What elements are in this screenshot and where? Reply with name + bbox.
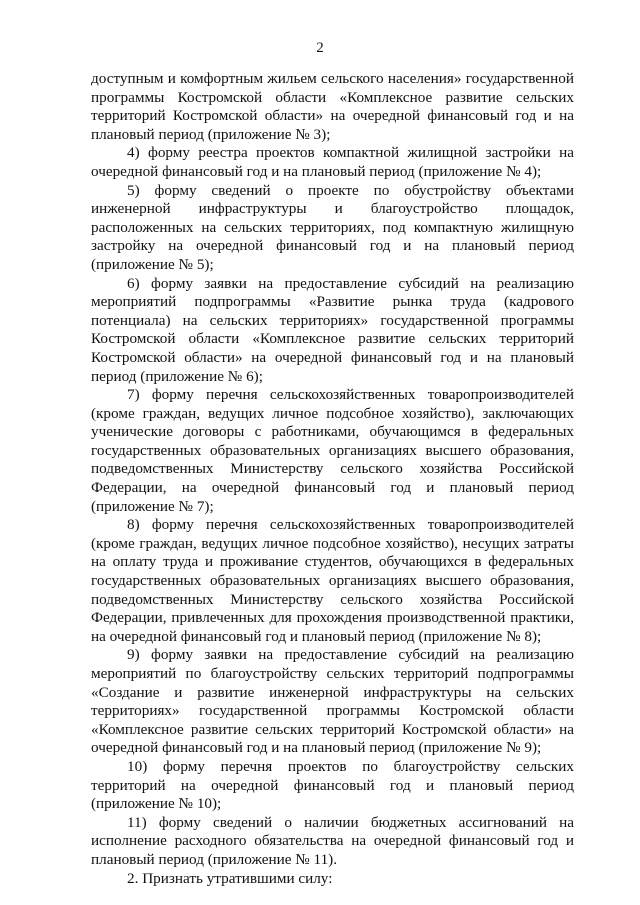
list-item-8: 8) форму перечня сельскохозяйственных товаропроизводителей (кроме граждан, ведущих личное подсобное хозяйство), несущих затраты на оплату труда и проживание студентов, обучающихся в федеральных государственных образовательных организациях высшего образования, подведомственных Министерству сельского хозяйства Российской Федерации, привлеченных для прохождения производственной практики, на очередной финансовый год и плановый период (приложение № 8);	[91, 516, 574, 645]
section-2-heading: 2. Признать утратившими силу:	[127, 869, 333, 887]
list-item-7: 7) форму перечня сельскохозяйственных товаропроизводителей (кроме граждан, ведущих личное подсобное хозяйство), заключающих ученические договоры с работниками, обучающимся в федеральных государственных образовательных организациях высшего образования, подведомственных Министерству сельского хозяйства Российской Федерации, на очередной финансовый год и плановый период (приложение № 7);	[91, 386, 574, 515]
document-body	[91, 70, 574, 888]
list-item-5: 5) форму сведений о проекте по обустройству объектами инженерной инфраструктуры и благоустройство площадок, расположенных на сельских территориях, под компактную жилищную застройку на очередной финансовый год и на плановый период (приложение № 5);	[91, 181, 574, 273]
paragraph-continuation: доступным и комфортным жильем сельского населения» государственной программы Костромской области «Комплексное развитие сельских территорий Костромской области» на очередной финансовый год и на плановый период (приложение № 3);	[91, 70, 574, 143]
list-item-11: 11) форму сведений о наличии бюджетных ассигнований на исполнение расходного обязательства на очередной финансовый год и плановый период (приложение № 11).	[91, 813, 574, 868]
list-item-10: 10) форму перечня проектов по благоустройству сельских территорий на очередной финансовый год и плановый период (приложение № 10);	[91, 757, 574, 813]
list-item-4: 4) форму реестра проектов компактной жилищной застройки на очередной финансовый год и на плановый период (приложение № 4);	[91, 144, 574, 180]
list-item-9: 9) форму заявки на предоставление субсидий на реализацию мероприятий по благоустройству сельских территорий подпрограммы «Создание и развитие инженерной инфраструктуры на сельских территориях» государственной программы Костромской области «Комплексное развитие сельских территорий Костромской области» на очередной финансовый год и на плановый период (приложение № 9);	[91, 646, 574, 757]
list-item-6: 6) форму заявки на предоставление субсидий на реализацию мероприятий подпрограммы «Развитие рынка труда (кадрового потенциала) на сельских территориях» государственной программы Костромской области «Комплексное развитие сельских территорий Костромской области» на очередной финансовый год и на плановый период (приложение № 6);	[91, 274, 574, 385]
page-number: 2	[316, 40, 324, 56]
